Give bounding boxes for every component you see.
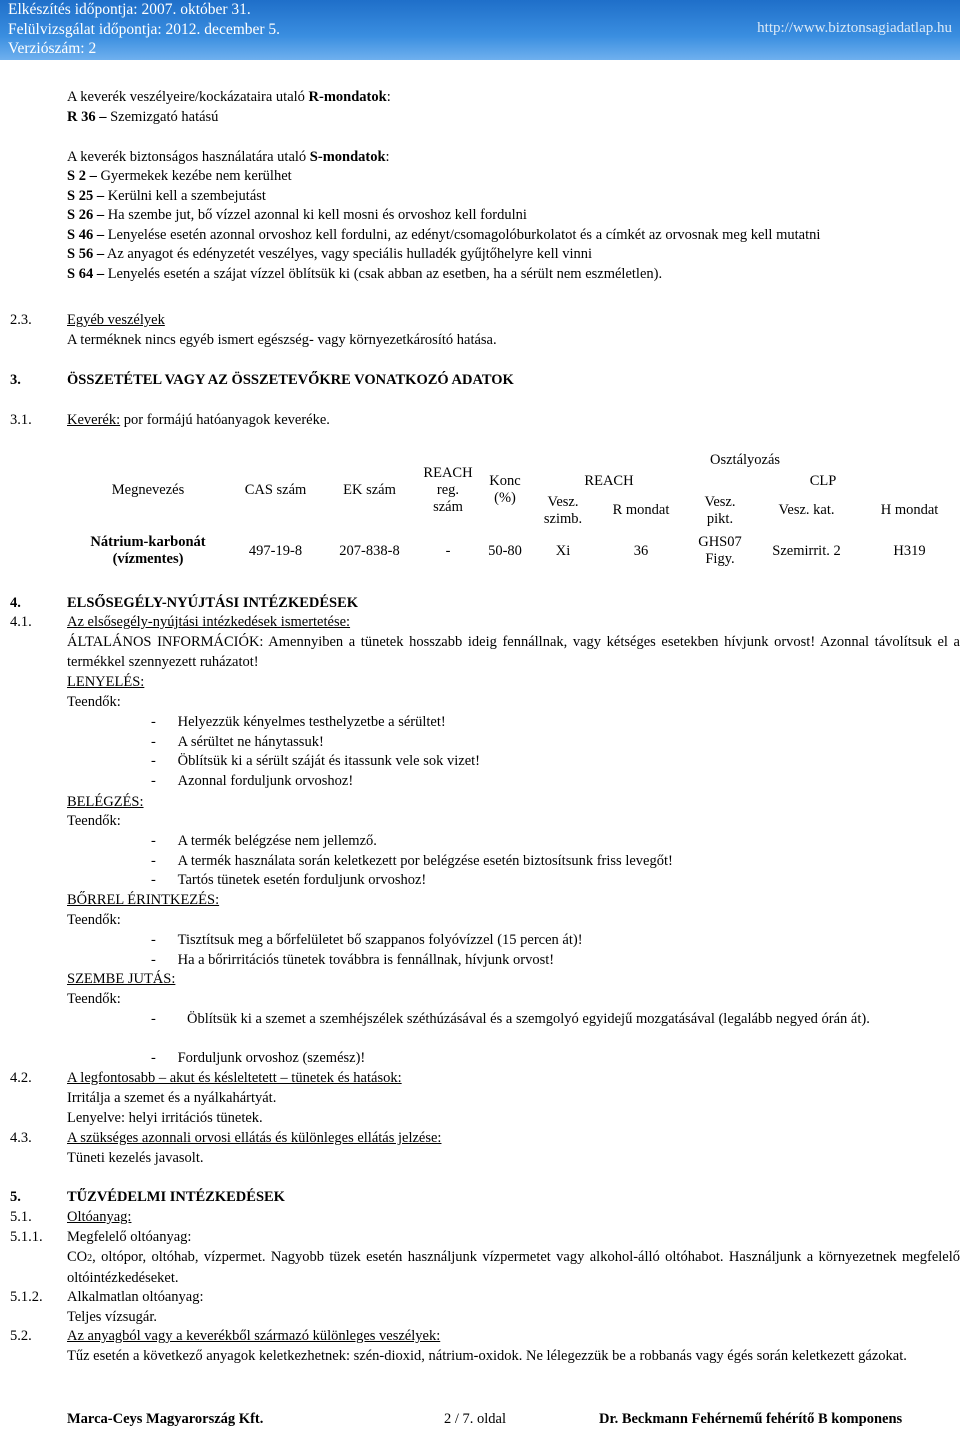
- inhalation-list: [151, 832, 673, 891]
- header-reach-group: REACH: [584, 472, 634, 489]
- header-url[interactable]: http://www.biztonsagiadatlap.hu: [757, 20, 952, 36]
- cell-name: Nátrium-karbonát (vízmentes): [90, 534, 206, 567]
- page-header: [0, 0, 960, 60]
- section-number: 3.: [10, 372, 21, 388]
- s-phrase: S 26 – Ha szembe jut, bő vízzel azonnal ki kell mosni és orvoshoz kell fordulni: [67, 207, 527, 224]
- list-item: - Tisztítsuk meg a bőrfelületet bő szappanos folyóvízzel (15 percen át)!: [151, 932, 583, 948]
- header-clp-group: CLP: [809, 472, 837, 489]
- section-number: 4.2.: [10, 1070, 32, 1086]
- cell-r: 36: [633, 542, 649, 559]
- suitable-media-title: Megfelelő oltóanyag:: [67, 1229, 192, 1245]
- symptoms-text: Irritálja a szemet és a nyálkahártyát.: [67, 1090, 277, 1106]
- section-number: 5.: [10, 1189, 21, 1205]
- section-number: 5.2.: [10, 1328, 32, 1344]
- s-phrase: S 46 – Lenyelése esetén azonnal orvoshoz kell fordulni, az edényt/csomagolóburkolatot és a címkét az orvosnak meg kell mutatni: [67, 226, 821, 243]
- prepared-date: Elkészítés időpontja: 2007. október 31.: [8, 1, 251, 18]
- header-konc: Konc (%): [489, 473, 521, 506]
- cell-reach: -: [445, 542, 451, 559]
- cell-cas: 497-19-8: [248, 542, 303, 559]
- s-phrase: S 25 – Kerülni kell a szembejutást: [67, 187, 266, 204]
- section-title-composition: ÖSSZETÉTEL VAGY AZ ÖSSZETEVŐKRE VONATKOZÓ ADATOK: [67, 372, 514, 388]
- header-name: Megnevezés: [111, 481, 185, 498]
- suitable-media-text: CO2, oltópor, oltóhab, vízpermet. Nagyobb tüzek esetén használjunk vízpermetet vagy alkohol-álló oltóhabot. Használjunk a környezetnek megfelelő oltóintézkedéseket.: [67, 1249, 960, 1286]
- todo-label: Teendők:: [67, 991, 121, 1007]
- footer-page-number: 2 / 7. oldal: [444, 1411, 507, 1427]
- todo-label: Teendők:: [67, 813, 121, 829]
- list-item: - A sérültet ne hánytassuk!: [151, 733, 324, 750]
- section-number: 5.1.1.: [10, 1229, 43, 1245]
- skin-contact-heading: BŐRREL ÉRINTKEZÉS:: [67, 892, 220, 908]
- r-phrase: R 36 – Szemizgató hatású: [67, 109, 219, 125]
- header-cas: CAS szám: [244, 481, 307, 498]
- composition-table: [67, 450, 959, 572]
- table-row: [67, 530, 959, 572]
- cell-h: H319: [893, 542, 926, 559]
- list-item: - Forduljunk orvoshoz (szemész)!: [151, 1050, 366, 1066]
- list-item: - Helyezzük kényelmes testhelyzetbe a sérültet!: [151, 714, 446, 730]
- header-ek: EK szám: [343, 481, 396, 498]
- cell-pictogram: GHS07 Figy.: [698, 534, 742, 567]
- section-number: 5.1.: [10, 1209, 32, 1225]
- section-number: 2.3.: [10, 312, 32, 328]
- list-item: Öblítsük ki a szemet a szemhéjszélek széthúzásával és a szemgolyó egyidejű mozgatásával (legalább negyed órán át).: [187, 1011, 870, 1027]
- s-phrase: S 2 – Gyermekek kezébe nem kerülhet: [67, 168, 292, 184]
- unsuitable-media-text: Teljes vízsugár.: [67, 1309, 157, 1325]
- section-title-first-aid: ELSŐSEGÉLY-NYÚJTÁSI INTÉZKEDÉSEK: [67, 595, 359, 611]
- section-number: 4.3.: [10, 1130, 32, 1146]
- skin-contact-list: [151, 931, 583, 970]
- section-title-special-hazards: Az anyagból vagy a keverékből származó különleges veszélyek:: [67, 1328, 441, 1344]
- s-phrases-title: A keverék biztonságos használatára utaló S-mondatok:: [67, 149, 390, 165]
- header-meta: [8, 0, 280, 59]
- header-reach-reg: REACH reg. szám: [423, 464, 473, 515]
- revision-date: Felülvizsgálat időpontja: 2012. december 5.: [8, 20, 281, 38]
- header-r-phrase: R mondat: [612, 502, 670, 518]
- todo-label: Teendők:: [67, 694, 121, 710]
- inhalation-heading: BELÉGZÉS:: [67, 794, 144, 810]
- list-item: - A termék belégzése nem jellemző.: [151, 833, 377, 849]
- todo-label: Teendők:: [67, 912, 121, 928]
- header-hazard-category: Vesz. kat.: [778, 502, 835, 518]
- cell-konc: 50-80: [488, 542, 522, 559]
- section-number: 4.: [10, 595, 21, 611]
- section-title-other-hazards: Egyéb veszélyek: [67, 312, 165, 328]
- s-phrase: S 64 – Lenyelés esetén a szájat vízzel öblítsük ki (csak abban az esetben, ha a sérült nem eszméletlen).: [67, 265, 663, 282]
- section-title-symptoms: A legfontosabb – akut és késleltetett – tünetek és hatások:: [67, 1070, 402, 1086]
- cell-category: Szemirrit. 2: [772, 542, 841, 559]
- eye-contact-heading: SZEMBE JUTÁS:: [67, 971, 176, 987]
- header-hazard-symbol: Vesz. szimb.: [543, 493, 583, 527]
- header-h-phrase: H mondat: [880, 502, 939, 518]
- footer-product-name: Dr. Beckmann Fehérnemű fehérítő B komponens: [599, 1411, 903, 1427]
- section-title-firefighting: TŰZVÉDELMI INTÉZKEDÉSEK: [67, 1189, 285, 1205]
- section-number: 5.1.2.: [10, 1289, 43, 1305]
- section-title-first-aid-measures: Az elsősegély-nyújtási intézkedések ismertetése:: [67, 614, 351, 630]
- first-aid-general-info: ÁLTALÁNOS INFORMÁCIÓK: Amennyiben a tünetek hosszabb ideig fennállnak, vagy kétséges esetekben hívjunk orvost! Azonnal távolítsuk el a termékkel szennyezett ruházatot!: [67, 634, 960, 670]
- cell-symbol: Xi: [555, 542, 571, 559]
- list-item: - Tartós tünetek esetén forduljunk orvoshoz!: [151, 872, 427, 889]
- header-pictogram: Vesz. pikt.: [704, 493, 736, 527]
- footer-company: Marca-Ceys Magyarország Kft.: [67, 1411, 264, 1427]
- header-classification: Osztályozás: [710, 452, 781, 468]
- list-item: - Ha a bőrirritációs tünetek továbbra is fennállnak, hívjunk orvost!: [151, 951, 555, 968]
- s-phrase-list: [67, 167, 820, 285]
- section-title-medical-attention: A szükséges azonnali orvosi ellátás és különleges ellátás jelzése:: [67, 1130, 442, 1146]
- ingestion-list: [151, 713, 480, 791]
- section-title-extinguishing-media: Oltóanyag:: [67, 1209, 132, 1225]
- section-number: 4.1.: [10, 614, 32, 630]
- list-item: - Azonnal forduljunk orvoshoz!: [151, 772, 354, 789]
- section-number: 3.1.: [10, 412, 32, 428]
- list-item: - A termék használata során keletkezett por belégzése esetén biztosítsunk friss levegőt!: [151, 852, 673, 869]
- s-phrase: S 56 – Az anyagot és edényzetét veszélyes, vagy speciális hulladék gyűjtőhelyre kell vinni: [67, 246, 593, 263]
- symptoms-text: Lenyelve: helyi irritációs tünetek.: [67, 1110, 263, 1126]
- version-number: Verziószám: 2: [8, 40, 97, 57]
- medical-attention-text: Tüneti kezelés javasolt.: [67, 1150, 204, 1166]
- mixture-line: Keverék: por formájú hatóanyagok keveréke.: [67, 412, 330, 428]
- cell-ek: 207-838-8: [339, 542, 400, 559]
- other-hazards-text: A terméknek nincs egyéb ismert egészség- vagy környezetkárosító hatása.: [67, 332, 497, 348]
- list-item: - Öblítsük ki a sérült száját és itassunk vele sok vizet!: [151, 753, 481, 770]
- unsuitable-media-title: Alkalmatlan oltóanyag:: [67, 1289, 204, 1305]
- special-hazards-text: Tűz esetén a következő anyagok keletkezhetnek: szén-dioxid, nátrium-oxidok. Ne lélegezzük be a robbanás vagy égés során keletkezett gázokat.: [67, 1348, 907, 1364]
- r-phrases-title: A keverék veszélyeire/kockázataira utaló R-mondatok:: [67, 89, 391, 105]
- ingestion-heading: LENYELÉS:: [67, 674, 145, 690]
